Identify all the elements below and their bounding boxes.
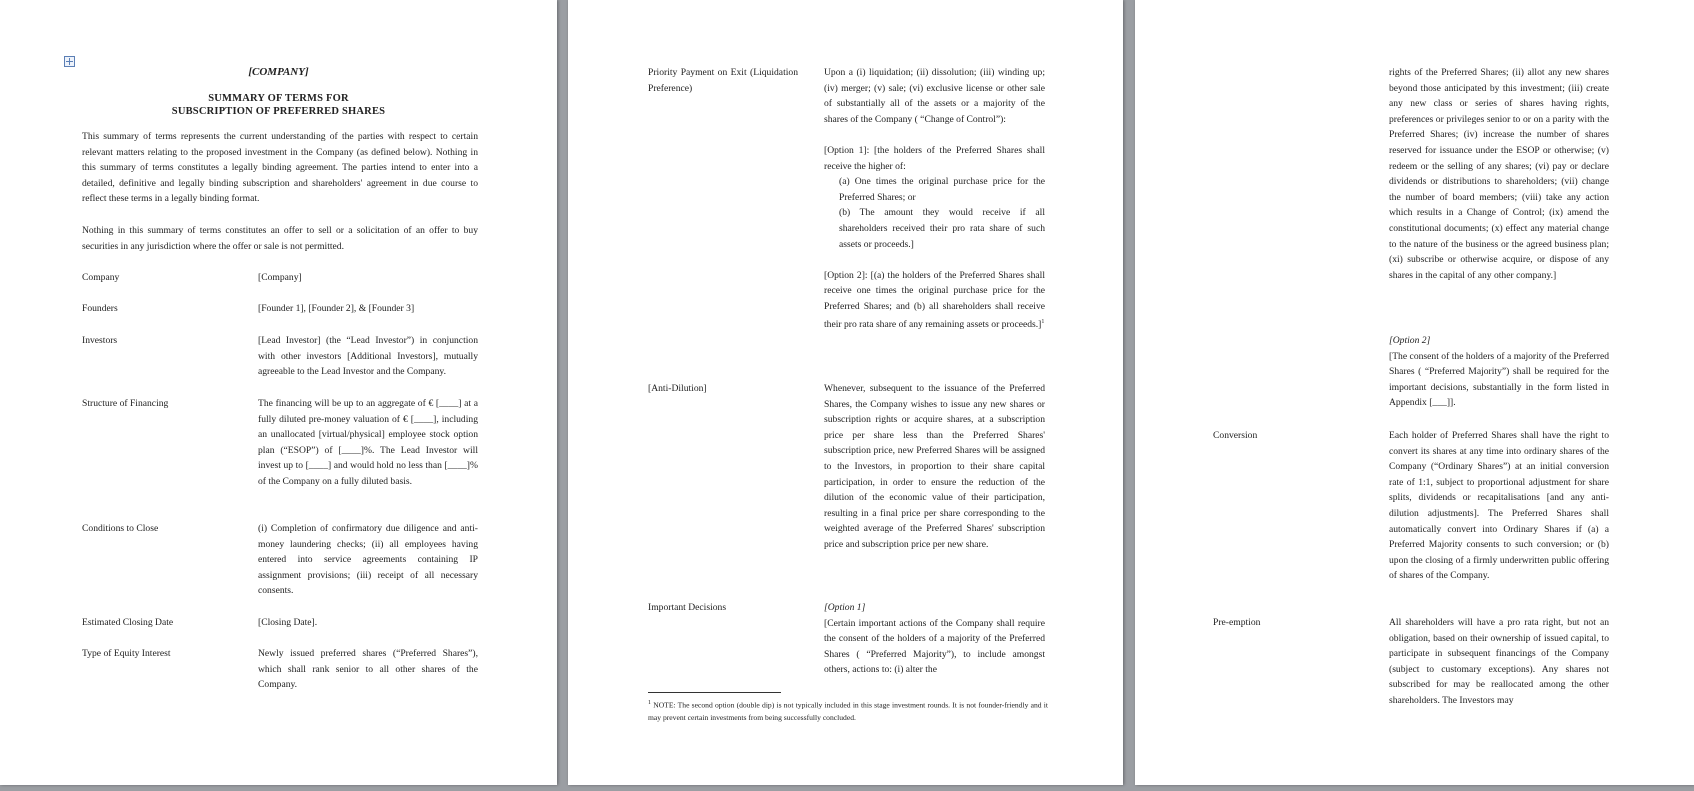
option-1-intro: [Option 1]: [the holders of the Preferred Shares shall receive the higher of:	[824, 144, 1045, 172]
row-label: [Anti-Dilution]	[648, 383, 707, 394]
row-value: All shareholders will have a pro rata right, but not an obligation, based on their ownership of issued capital, to participate in subsequent financings of the Company (subject to customary exceptions). Any shares not subscribed for may be reallocated among the other shareholders. The Investors may	[1389, 617, 1609, 706]
option-1-b: (b) The amount they would receive if all shareholders received their pro rata share of such assets or proceeds.]	[839, 207, 1045, 250]
row-value: [Founder 1], [Founder 2], & [Founder 3]	[258, 303, 415, 314]
row-label: Company	[82, 272, 120, 283]
page-2	[568, 0, 1123, 785]
footnote-number: 1	[648, 700, 651, 706]
row-label: Investors	[82, 335, 118, 346]
option-1-label: [Option 1]	[824, 602, 866, 613]
row-label: Structure of Financing	[82, 398, 169, 409]
row-label: Founders	[82, 303, 118, 314]
option-2-text: [The consent of the holders of a majority of the Preferred Shares ( “Preferred Majority”) shall be required for the important decisions, substantially in the form listed in Appendix [___]].	[1389, 350, 1609, 409]
footnote-separator	[648, 692, 781, 693]
row-value	[824, 65, 1045, 332]
row-label: Pre-emption	[1213, 617, 1261, 628]
page-1	[0, 0, 557, 785]
row-value: Each holder of Preferred Shares shall have the right to convert its shares at any time into ordinary shares of the Company (“Ordinary Shares”) at an initial conversion rate of 1:1, subject to proportional adjustment for share splits, dividends or recapitalisations [and any anti-dilution adjustments]. The Preferred Shares shall automatically convert into Ordinary Shares if (a) a Preferred Majority consents to such conversion; or (b) upon the closing of a firmly underwritten public offering of shares of the Company.	[1389, 430, 1609, 582]
option-2-label: [Option 2]	[1389, 335, 1431, 346]
offer-paragraph: Nothing in this summary of terms constitutes an offer to sell or a solicitation of an offer to buy securities in any jurisdiction where the offer or sale is not permitted.	[82, 225, 478, 252]
footnote-ref[interactable]: 1	[1041, 318, 1045, 325]
row-label: Conversion	[1213, 430, 1258, 441]
important-decisions-text: [Certain important actions of the Company shall require the consent of the holders of a majority of the Preferred Shares ( “Preferred Majority”), to include amongst others, actions to: (i) alter the	[824, 617, 1045, 676]
row-value: (i) Completion of confirmatory due diligence and anti-money laundering checks; (ii) all employees having entered into service agreements containing IP assignment provisions; (iii) receipt of all necessary consents.	[258, 523, 478, 597]
intro-paragraph: This summary of terms represents the current understanding of the parties with respect to certain relevant matters relating to the proposed investment in the Company (as defined below). Nothing in this summary of terms constitutes a legally binding agreement. The parties intend to enter into a detailed, definitive and legally binding subscription and shareholders' agreement in due course to reflect these terms in a legally binding format.	[82, 131, 478, 205]
footnote-text: NOTE: The second option (double dip) is not typically included in this stage investment rounds. It is not founder-friendly and it may prevent certain investments from being successfully concluded.	[648, 700, 1048, 722]
option-1-a: (a) One times the original purchase price for the Preferred Shares; or	[839, 176, 1045, 203]
option-2-block	[1389, 333, 1609, 411]
title-line-1: SUMMARY OF TERMS FOR	[208, 93, 349, 104]
option-2-text: [Option 2]: [(a) the holders of the Preferred Shares shall receive one times the original purchase price for the Preferred Shares; and (b) all shareholders shall receive their pro rata share of any remaining assets or proceeds.]$^1$	[824, 269, 1045, 330]
row-label: Type of Equity Interest	[82, 648, 171, 659]
footnote	[648, 697, 1048, 724]
company-placeholder: [COMPANY]	[248, 66, 309, 78]
row-value: The financing will be up to an aggregate of € [____] at a fully diluted pre-money valuation of € [____], including an unallocated [virtual/physical] employee stock option plan (“ESOP”) of [____]%. The Lead Investor will invest up to [____] and would hold no less than [____]% of the Company on a fully diluted basis.	[258, 398, 478, 487]
row-label: Estimated Closing Date	[82, 617, 174, 628]
row-label: Priority Payment on Exit (Liquidation Preference)	[648, 67, 798, 94]
row-value: [Closing Date].	[258, 617, 318, 628]
row-value: [Lead Investor] (the “Lead Investor”) in conjunction with other investors [Additional Investors], mutually agreeable to the Lead Investor and the Company.	[258, 335, 478, 378]
document-title	[0, 92, 557, 118]
row-value	[824, 600, 1045, 678]
row-value: Newly issued preferred shares (“Preferred Shares”), which shall rank senior to all other shares of the Company.	[258, 648, 478, 691]
row-value: Whenever, subsequent to the issuance of the Preferred Shares, the Company wishes to issue any new shares or subscription rights or acquire shares, at a subscription price per share less than the Preferred Shares' subscription price, new Preferred Shares will be assigned to the Investors, in proportion to their share capital participation, in order to ensure the reduction of the dilution of the economic value of their participation, resulting in a final price per share corresponding to the weighted average of the Preferred Shares' subscription price and subscription price per new share.	[824, 383, 1045, 550]
row-label: Important Decisions	[648, 602, 727, 613]
row-value: [Company]	[258, 272, 302, 283]
title-line-2: SUBSCRIPTION OF PREFERRED SHARES	[171, 106, 386, 117]
liquidation-intro: Upon a (i) liquidation; (ii) dissolution; (iii) winding up; (iv) merger; (v) sale; (vi) exclusive license or other sale of substantially all of the assets or a majority of the shares of the Company ( “Change of Control”):	[824, 67, 1045, 125]
row-label: Conditions to Close	[82, 523, 159, 534]
important-decisions-continuation: rights of the Preferred Shares; (ii) allot any new shares beyond those anticipated by this investment; (iii) create any new class or series of shares having rights, preferences or privileges senior to or on a parity with the Preferred Shares; (iv) increase the number of shares reserved for issuance under the ESOP or otherwise; (v) redeem or the selling of any shares; (vi) pay or declare dividends or distributions to shareholders; (vii) change the number of board members; (viii) take any action which results in a Change of Control; (ix) amend the constitutional documents; (x) effect any material change to the nature of the business or the agreed business plan; (xi) subscribe or otherwise acquire, or dispose of any shares in the capital of any other company.]	[1389, 67, 1609, 281]
page-3	[1135, 0, 1694, 785]
